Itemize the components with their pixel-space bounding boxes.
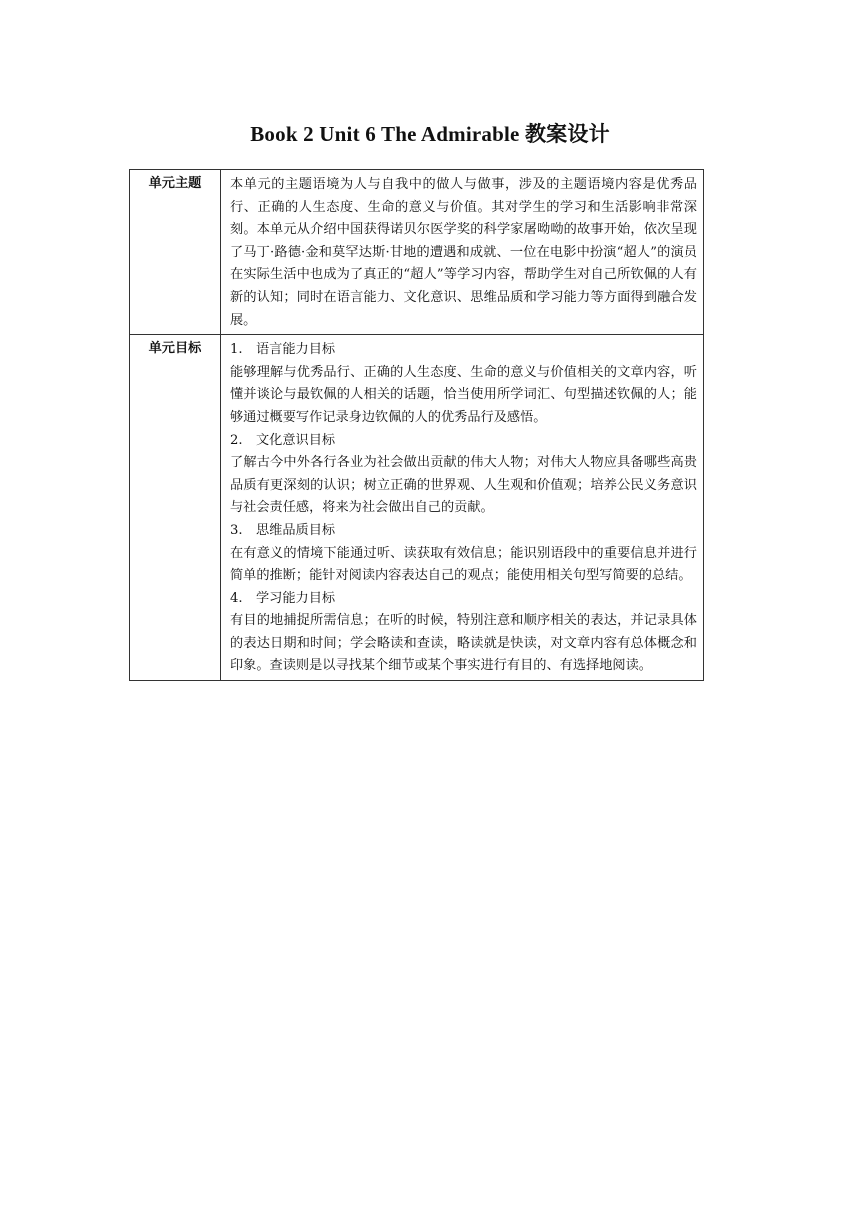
label-unit-goals: 单元目标	[130, 335, 221, 681]
table-row-unit-theme	[130, 170, 704, 335]
goal-text-culture: 了解古今中外各行各业为社会做出贡献的伟大人物；对伟大人物应具备哪些高贵品质有更深刻的认识；树立正确的世界观、人生观和价值观；培养公民义务意识与社会责任感，将来为社会做出自己的贡献。	[230, 455, 697, 516]
label-unit-theme: 单元主题	[130, 170, 221, 335]
goal-number: 4.	[230, 590, 243, 606]
goal-heading-learning	[230, 588, 697, 611]
goal-heading-culture	[230, 430, 697, 453]
goal-number: 1.	[230, 342, 243, 358]
goal-title: 语言能力目标	[256, 342, 336, 358]
goal-text-learning: 有目的地捕捉所需信息；在听的时候，特别注意和顺序相关的表达，并记录具体的表达日期和时间；学会略读和查读，略读就是快读，对文章内容有总体概念和印象。查读则是以寻找某个细节或某个事实进行有目的、有选择地阅读。	[230, 613, 697, 674]
document-title: Book 2 Unit 6 The Admirable 教案设计	[250, 122, 610, 146]
unit-goals-content	[221, 335, 704, 681]
goal-title: 思维品质目标	[256, 522, 336, 538]
lesson-plan-table	[129, 169, 704, 681]
table-row-unit-goals	[130, 335, 704, 681]
goal-heading-thinking	[230, 520, 697, 543]
goal-title: 文化意识目标	[256, 432, 336, 448]
unit-theme-content	[221, 170, 704, 335]
unit-theme-text: 本单元的主题语境为人与自我中的做人与做事，涉及的主题语境内容是优秀品行、正确的人生态度、生命的意义与价值。其对学生的学习和生活影响非常深刻。本单元从介绍中国获得诺贝尔医学奖的科学家屠呦呦的故事开始，依次呈现了马丁·路德·金和莫罕达斯·甘地的遭遇和成就、一位在电影中扮演“超人”的演员在实际生活中也成为了真正的“超人”等学习内容，帮助学生对自己所钦佩的人有新的认知；同时在语言能力、文化意识、思维品质和学习能力等方面得到融合发展。	[230, 177, 697, 328]
goal-text-thinking: 在有意义的情境下能通过听、读获取有效信息；能识别语段中的重要信息并进行简单的推断；能针对阅读内容表达自己的观点；能使用相关句型写简要的总结。	[230, 545, 697, 584]
goal-heading-language	[230, 339, 697, 362]
goal-title: 学习能力目标	[256, 590, 336, 606]
goal-number: 3.	[230, 522, 243, 538]
goal-text-language: 能够理解与优秀品行、正确的人生态度、生命的意义与价值相关的文章内容，听懂并谈论与最钦佩的人相关的话题，恰当使用所学词汇、句型描述钦佩的人；能够通过概要写作记录身边钦佩的人的优秀品行及感悟。	[230, 364, 697, 425]
goal-number: 2.	[230, 432, 243, 448]
